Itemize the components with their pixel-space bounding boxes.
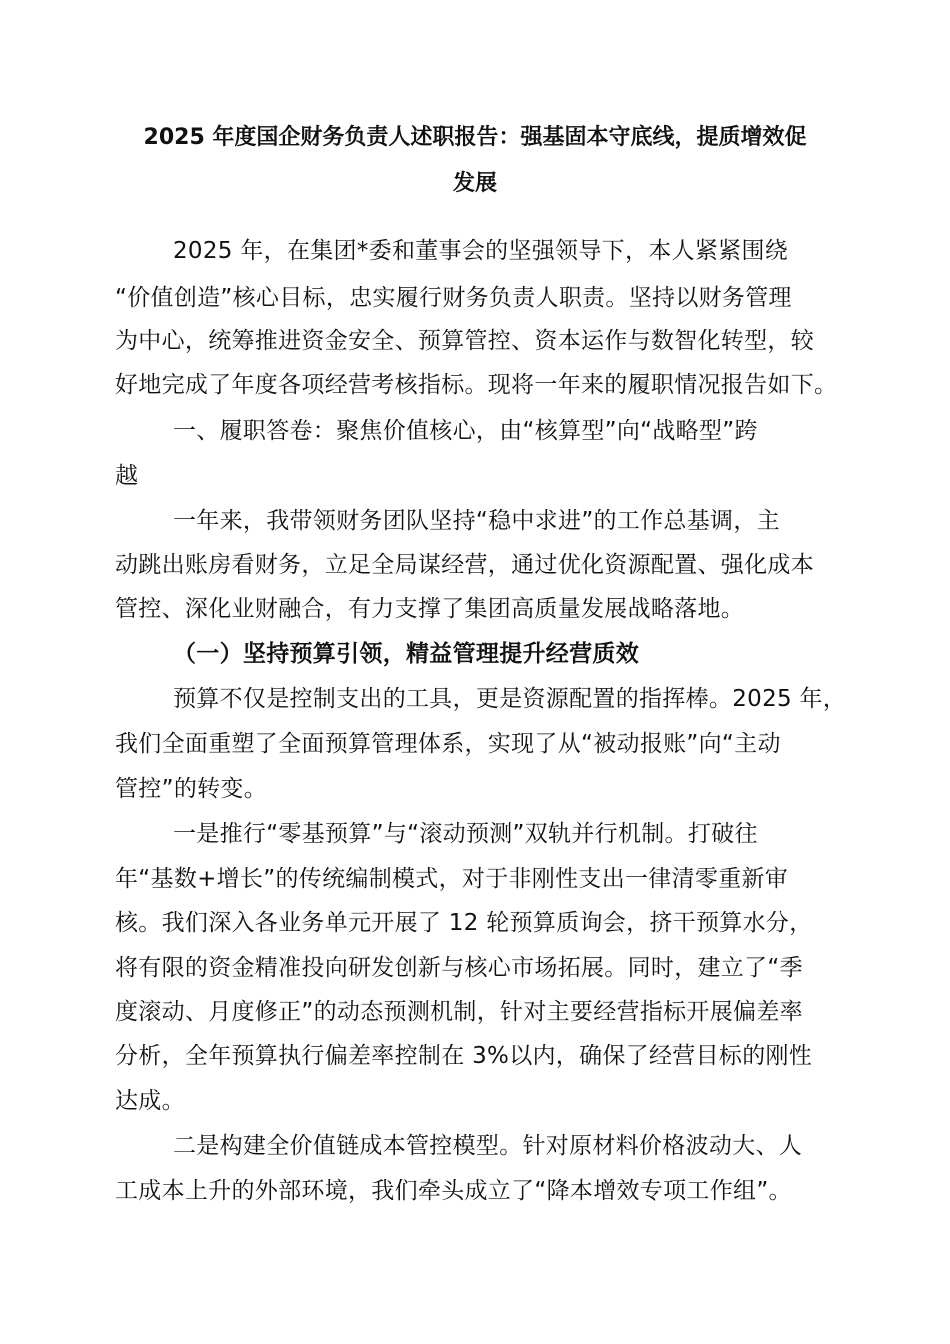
paragraph-line: 将有限的资金精准投向研发创新与核心市场拓展。同时，建立了“季 <box>115 955 803 981</box>
paragraph-line: 好地完成了年度各项经营考核指标。现将一年来的履职情况报告如下。 <box>115 372 838 398</box>
paragraph-line: 一是推行“零基预算”与“滚动预测”双轨并行机制。打破往 <box>173 821 758 847</box>
paragraph-line: 为中心，统筹推进资金安全、预算管控、资本运作与数智化转型，较 <box>115 328 814 354</box>
paragraph-line: 动跳出账房看财务，立足全局谋经营，通过优化资源配置、强化成本 <box>115 552 814 578</box>
paragraph-line: 分析，全年预算执行偏差率控制在 3%以内，确保了经营目标的刚性 <box>115 1043 813 1069</box>
paragraph-line: 管控、深化业财融合，有力支撑了集团高质量发展战略落地。 <box>115 596 745 622</box>
paragraph-line: 年“基数+增长”的传统编制模式，对于非刚性支出一律清零重新审 <box>115 866 789 892</box>
paragraph-line: 管控”的转变。 <box>115 776 268 802</box>
subsection-heading: （一）坚持预算引领，精益管理提升经营质效 <box>173 641 639 667</box>
section-heading-line: 一、履职答卷：聚焦价值核心，由“核算型”向“战略型”跨 <box>173 418 758 444</box>
paragraph-line: 度滚动、月度修正”的动态预测机制，针对主要经营指标开展偏差率 <box>115 999 803 1025</box>
paragraph-line: “价值创造”核心目标，忠实履行财务负责人职责。坚持以财务管理 <box>115 285 792 311</box>
section-heading-line: 越 <box>115 463 139 489</box>
paragraph-line: 达成。 <box>115 1088 185 1114</box>
paragraph-line: 我们全面重塑了全面预算管理体系，实现了从“被动报账”向“主动 <box>115 731 781 757</box>
paragraph-line: 2025 年，在集团*委和董事会的坚强领导下，本人紧紧围绕 <box>173 238 789 264</box>
document-title-line-1: 2025 年度国企财务负责人述职报告：强基固本守底线，提质增效促 <box>143 125 807 150</box>
paragraph-line: 工成本上升的外部环境，我们牵头成立了“降本增效专项工作组”。 <box>115 1178 792 1204</box>
paragraph-line: 二是构建全价值链成本管控模型。针对原材料价格波动大、人 <box>173 1133 803 1159</box>
paragraph-line: 核。我们深入各业务单元开展了 12 轮预算质询会，挤干预算水分， <box>115 910 813 936</box>
document-title-line-2: 发展 <box>452 171 497 196</box>
paragraph-line: 预算不仅是控制支出的工具，更是资源配置的指挥棒。2025 年， <box>173 686 847 712</box>
paragraph-line: 一年来，我带领财务团队坚持“稳中求进”的工作总基调，主 <box>173 508 780 534</box>
